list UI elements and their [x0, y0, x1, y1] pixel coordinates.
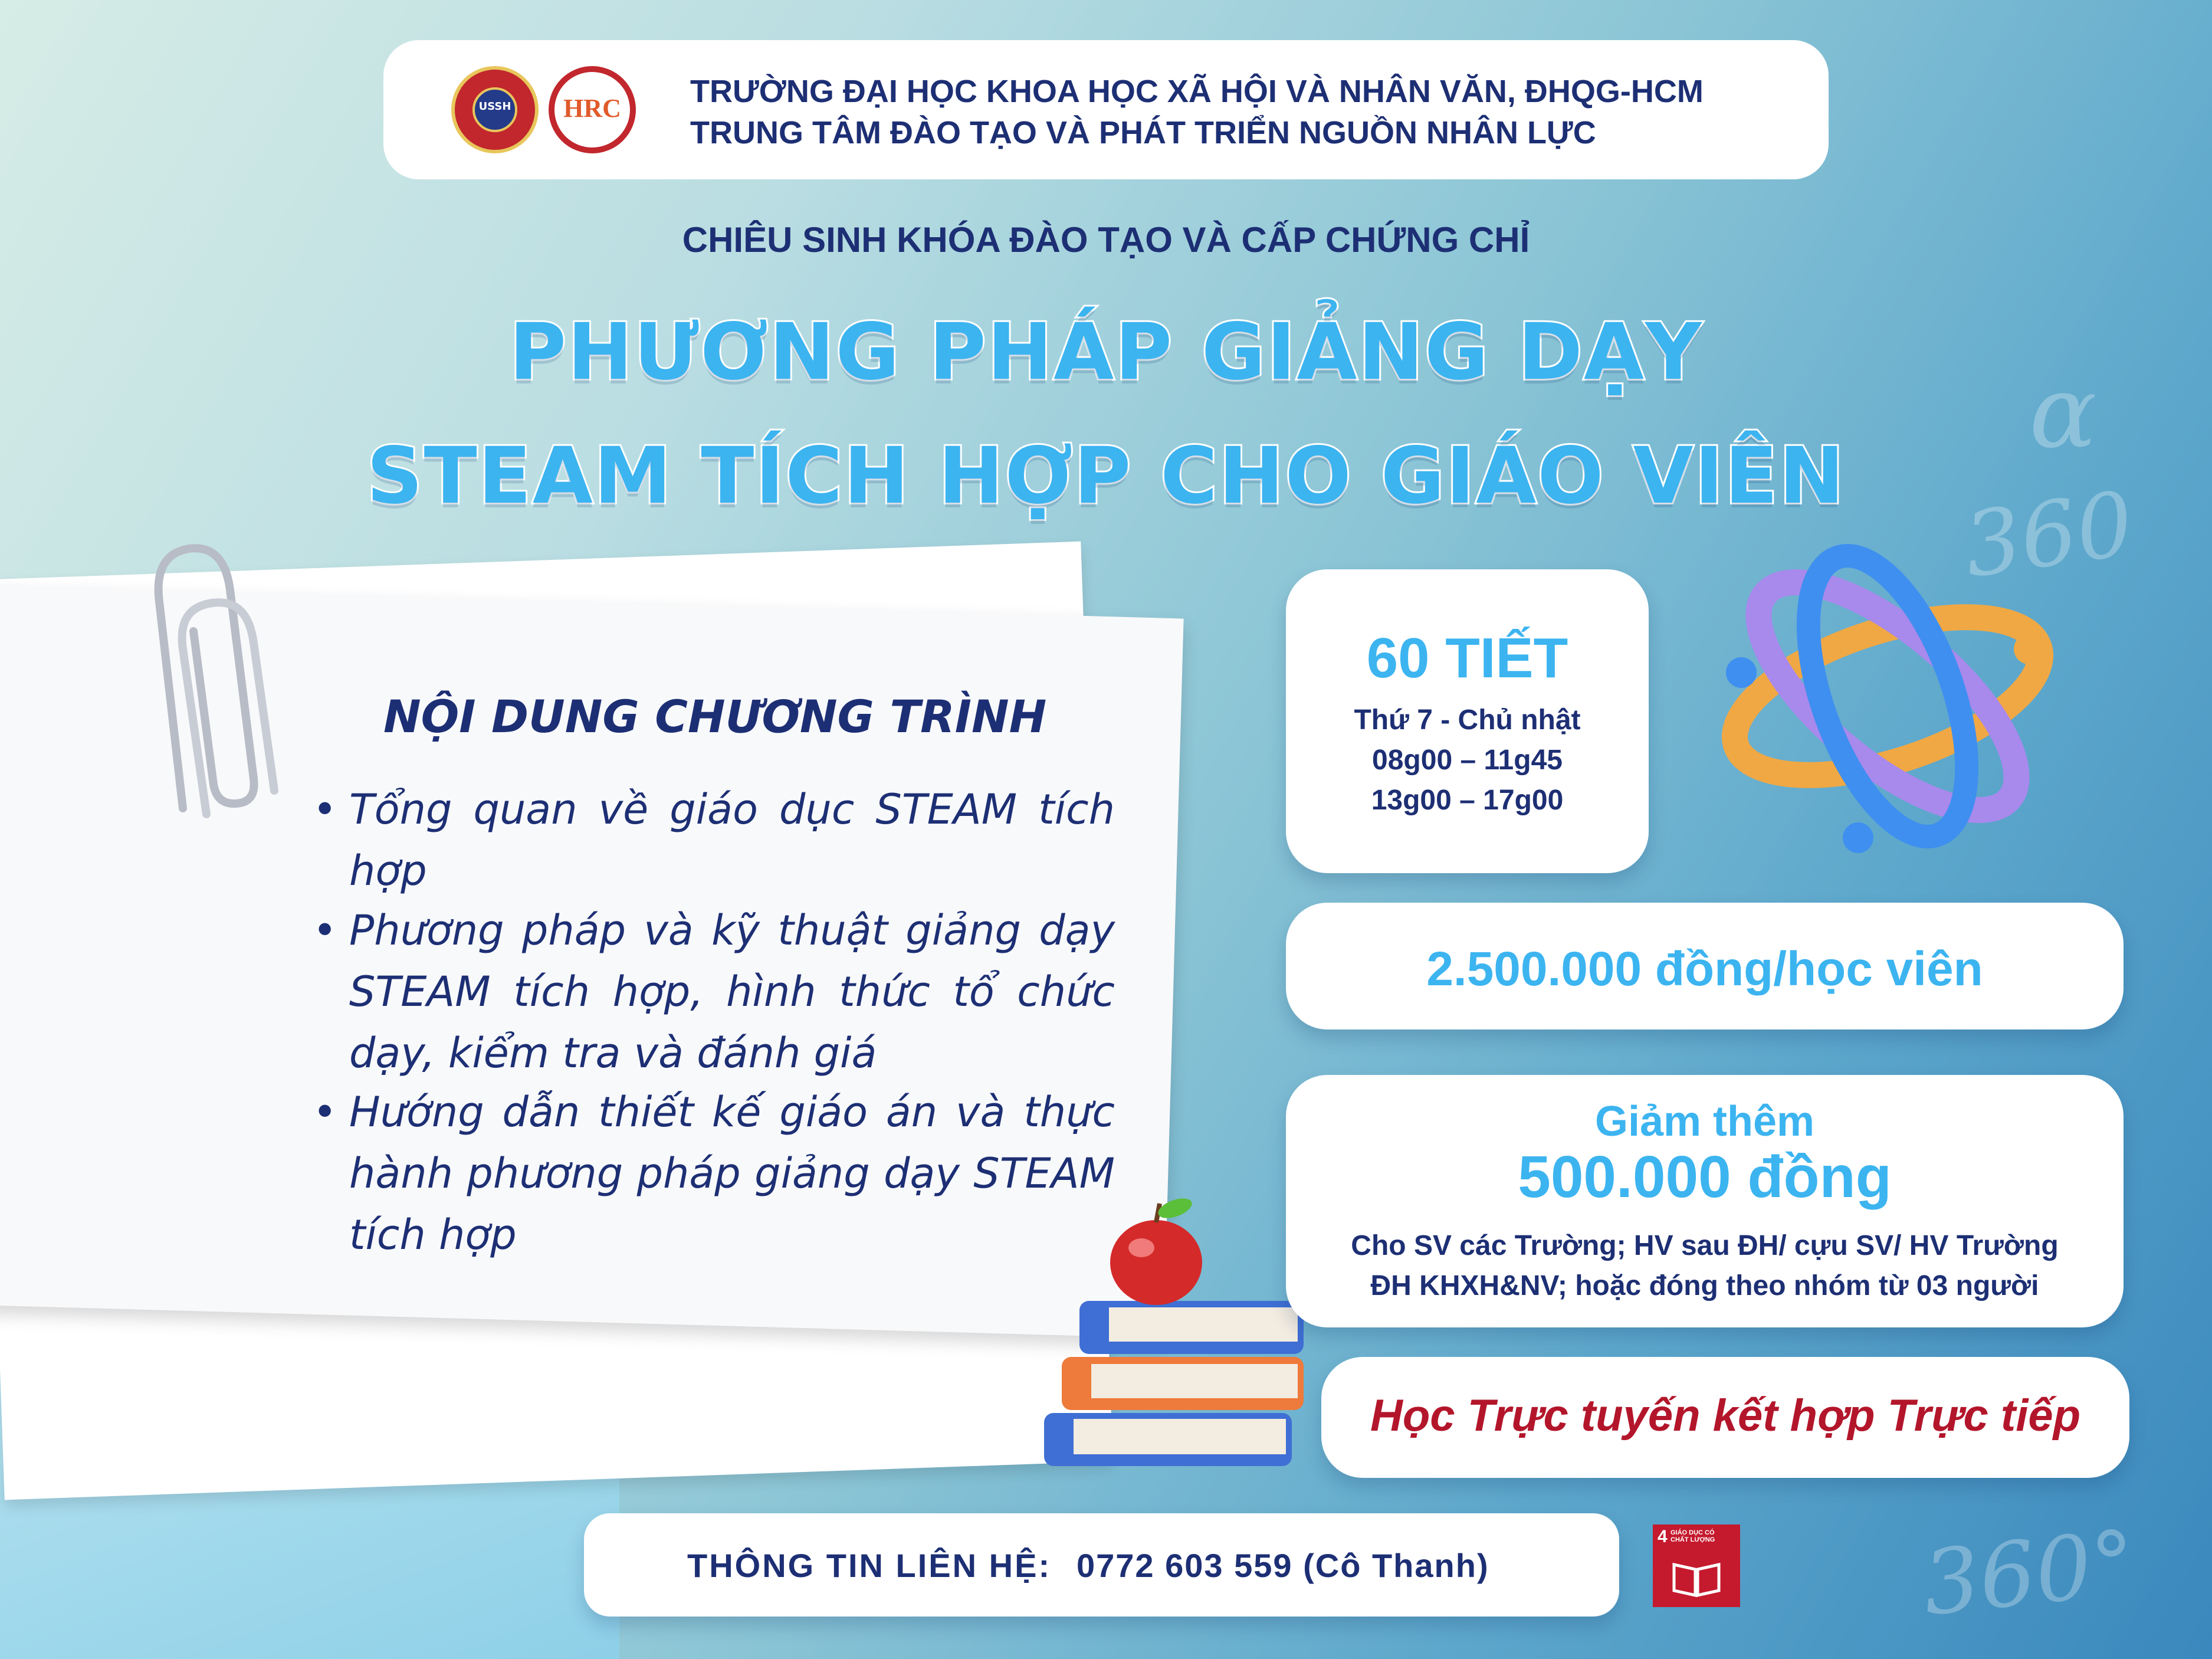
chalk-360-top: 360: [1958, 472, 2140, 598]
course-title-line1: PHƯƠNG PHÁP GIẢNG DẠY: [509, 307, 1703, 398]
hrc-logo: HRC: [549, 66, 636, 153]
books-apple-illustration: [1038, 1180, 1321, 1487]
enrollment-subtitle: CHIÊU SINH KHÓA ĐÀO TẠO VÀ CẤP CHỨNG CHỈ: [682, 220, 1530, 260]
ussh-logo: USSH: [451, 66, 539, 153]
learning-mode: Học Trực tuyến kết hợp Trực tiếp: [1370, 1391, 2081, 1441]
total-hours: 60 TIẾT: [1366, 627, 1568, 690]
tuition-price: 2.500.000 đồng/học viên: [1426, 942, 1983, 996]
chalk-360-bottom: 360°: [1918, 1511, 2141, 1636]
sdg4-quality-education-icon: 4 GIÁO DỤC CÓ CHẤT LƯỢNG: [1653, 1524, 1740, 1607]
discount-card: [1286, 1075, 2124, 1327]
program-content-heading: NỘI DUNG CHƯƠNG TRÌNH: [383, 690, 1047, 743]
contact-label: THÔNG TIN LIÊN HỆ:: [687, 1547, 1052, 1584]
duration-card: [1286, 569, 1649, 873]
list-item: • Tổng quan về giáo dục STEAM tích hợp: [313, 785, 1115, 895]
center-name: TRUNG TÂM ĐÀO TẠO VÀ PHÁT TRIỂN NGUỒN NHÂN LỰC: [690, 115, 1596, 150]
discount-amount: 500.000 đồng: [1518, 1144, 1892, 1210]
schedule-days: Thứ 7 - Chủ nhật: [1354, 704, 1581, 736]
list-item: • Hướng dẫn thiết kế giáo án và thực hành phương pháp giảng dạy STEAM tích hợp: [313, 1088, 1115, 1259]
header-banner: [383, 40, 1829, 179]
atom-icon: [1711, 531, 2065, 861]
course-title-line2: STEAM TÍCH HỢP CHO GIÁO VIÊN: [366, 431, 1846, 522]
schedule-afternoon: 13g00 – 17g00: [1371, 785, 1564, 816]
price-card: [1286, 903, 2124, 1030]
chalk-alpha: α: [2029, 354, 2097, 471]
learning-mode-card: [1321, 1357, 2129, 1478]
contact-bar: [584, 1513, 1619, 1617]
university-name: TRƯỜNG ĐẠI HỌC KHOA HỌC XÃ HỘI VÀ NHÂN VĂN, ĐHQG-HCM: [690, 74, 1704, 109]
list-item: • Phương pháp và kỹ thuật giảng dạy STEAM tích hợp, hình thức tổ chức dạy, kiểm tra và đánh giá: [313, 906, 1115, 1077]
schedule-morning: 08g00 – 11g45: [1372, 745, 1563, 776]
discount-condition-1: Cho SV các Trường; HV sau ĐH/ cựu SV/ HV Trường: [1351, 1230, 2059, 1261]
discount-label: Giảm thêm: [1594, 1098, 1815, 1145]
contact-phone[interactable]: 0772 603 559 (Cô Thanh): [1077, 1547, 1489, 1584]
paperclip-icon: [142, 531, 295, 826]
discount-condition-2: ĐH KHXH&NV; hoặc đóng theo nhóm từ 03 người: [1370, 1270, 2039, 1301]
